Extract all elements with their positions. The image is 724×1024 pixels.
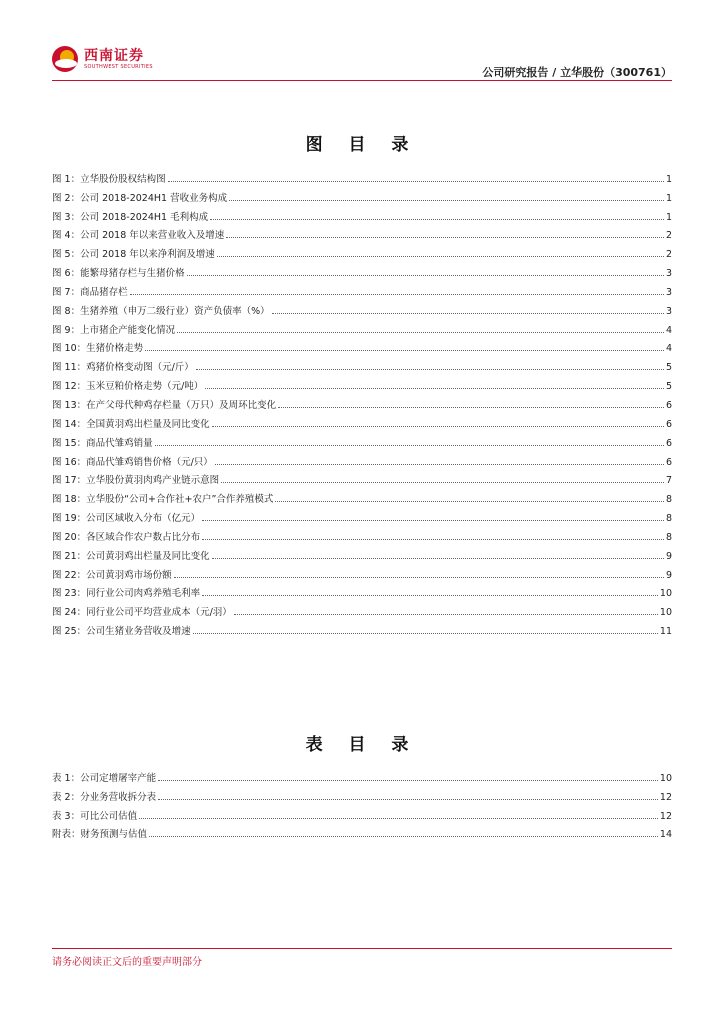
figure-toc-entry-page-number: 2	[665, 249, 672, 261]
figure-toc-entry-label: 图 4：公司 2018 年以来营业收入及增速	[52, 230, 225, 242]
figure-toc-entry-page-number: 5	[665, 381, 672, 393]
figure-toc-entry[interactable]	[52, 204, 672, 223]
figure-toc-entry[interactable]	[52, 562, 672, 581]
dot-leader	[158, 780, 658, 781]
figure-toc-entry-page-number: 8	[665, 494, 672, 506]
figure-toc-entry-page-number: 9	[665, 569, 672, 581]
figure-toc-entry-page-number: 4	[665, 324, 672, 336]
logo-text	[84, 49, 153, 70]
figure-toc-entry-page-number: 11	[659, 626, 672, 638]
figure-toc-entry-label: 图 13：在产父母代种鸡存栏量（万只）及周环比变化	[52, 399, 277, 411]
figure-toc-entry-label: 图 19：公司区域收入分布（亿元）	[52, 513, 201, 525]
figure-toc-entry-page-number: 8	[665, 531, 672, 543]
logo-english-name: SOUTHWEST SECURITIES	[84, 63, 153, 70]
figure-toc-entry-page-number: 6	[665, 418, 672, 430]
southwest-securities-logo-icon	[52, 46, 78, 72]
figure-toc-entry-page-number: 8	[665, 513, 672, 525]
table-toc-entry-label: 表 1：公司定增屠宰产能	[52, 772, 157, 784]
figure-toc-entry-page-number: 3	[665, 268, 672, 280]
figures-toc-list	[52, 166, 672, 637]
dot-leader	[145, 350, 664, 351]
figure-toc-entry-label: 图 14：全国黄羽鸡出栏量及同比变化	[52, 418, 210, 430]
figure-toc-entry[interactable]	[52, 486, 672, 505]
table-toc-entry-page-number: 12	[659, 791, 672, 803]
figure-toc-entry-label: 图 21：公司黄羽鸡出栏量及同比变化	[52, 550, 210, 562]
dot-leader	[193, 633, 658, 634]
dot-leader	[155, 445, 664, 446]
figure-toc-entry-label: 图 3：公司 2018-2024H1 毛利构成	[52, 211, 209, 223]
figure-toc-entry-label: 图 11：鸡猪价格变动图（元/斤）	[52, 362, 194, 374]
table-toc-entry-label: 表 3：可比公司估值	[52, 810, 138, 822]
dot-leader	[202, 520, 664, 521]
figure-toc-entry[interactable]	[52, 430, 672, 449]
figure-toc-entry-label: 图 22：公司黄羽鸡市场份额	[52, 569, 172, 581]
figure-toc-entry[interactable]	[52, 468, 672, 487]
figure-toc-entry[interactable]	[52, 618, 672, 637]
figure-toc-entry[interactable]	[52, 241, 672, 260]
dot-leader	[272, 313, 664, 314]
table-toc-entry[interactable]	[52, 765, 672, 784]
figure-toc-entry-page-number: 1	[665, 211, 672, 223]
figure-toc-entry-label: 图 5：公司 2018 年以来净利润及增速	[52, 249, 215, 261]
figure-toc-entry-page-number: 6	[665, 456, 672, 468]
dot-leader	[196, 369, 664, 370]
figure-toc-entry[interactable]	[52, 185, 672, 204]
figure-toc-entry-label: 图 10：生猪价格走势	[52, 343, 144, 355]
figure-toc-entry[interactable]	[52, 223, 672, 242]
brand-logo	[52, 44, 153, 74]
dot-leader	[229, 200, 664, 201]
figure-toc-entry[interactable]	[52, 336, 672, 355]
logo-chinese-name: 西南证券	[84, 47, 144, 64]
figure-toc-entry[interactable]	[52, 279, 672, 298]
figure-toc-entry[interactable]	[52, 166, 672, 185]
tables-toc-list	[52, 765, 672, 840]
table-toc-entry[interactable]	[52, 784, 672, 803]
figure-toc-entry[interactable]	[52, 317, 672, 336]
dot-leader	[205, 388, 664, 389]
figure-toc-entry-label: 图 9：上市猪企产能变化情况	[52, 324, 176, 336]
table-toc-entry-label: 表 2：分业务营收拆分表	[52, 791, 157, 803]
figure-toc-entry-label: 图 6：能繁母猪存栏与生猪价格	[52, 268, 185, 280]
figure-toc-entry-page-number: 1	[665, 173, 672, 185]
figure-toc-entry-page-number: 7	[665, 475, 672, 487]
figure-toc-entry[interactable]	[52, 599, 672, 618]
dot-leader	[234, 614, 658, 615]
dot-leader	[202, 595, 658, 596]
dot-leader	[215, 464, 664, 465]
figure-toc-entry[interactable]	[52, 298, 672, 317]
figure-toc-entry[interactable]	[52, 505, 672, 524]
figure-toc-entry[interactable]	[52, 581, 672, 600]
figure-toc-entry-label: 图 16：商品代雏鸡销售价格（元/只）	[52, 456, 213, 468]
dot-leader	[177, 332, 664, 333]
figure-toc-entry-label: 图 18：立华股份“公司+合作社+农户”合作养殖模式	[52, 494, 274, 506]
dot-leader	[149, 836, 658, 837]
figure-toc-entry-page-number: 1	[665, 192, 672, 204]
figure-toc-entry-label: 图 20：各区域合作农户数占比分布	[52, 531, 201, 543]
figure-toc-entry-page-number: 5	[665, 362, 672, 374]
tables-toc-title: 表 目 录	[305, 735, 419, 755]
dot-leader	[217, 256, 664, 257]
footer-divider	[52, 948, 672, 949]
table-toc-entry-page-number: 12	[659, 810, 672, 822]
figure-toc-entry[interactable]	[52, 354, 672, 373]
figure-toc-entry[interactable]	[52, 373, 672, 392]
report-title: 公司研究报告 / 立华股份（300761）	[482, 66, 672, 79]
figure-toc-entry-page-number: 3	[665, 286, 672, 298]
figure-toc-entry-label: 图 15：商品代雏鸡销量	[52, 437, 153, 449]
figure-toc-entry-label: 图 8：生猪养殖（申万二级行业）资产负债率（%）	[52, 305, 270, 317]
figure-toc-entry-label: 图 12：玉米豆粕价格走势（元/吨）	[52, 381, 204, 393]
table-toc-entry-page-number: 14	[659, 829, 672, 841]
dot-leader	[275, 501, 664, 502]
dot-leader	[212, 558, 664, 559]
dot-leader	[168, 181, 664, 182]
dot-leader	[221, 482, 664, 483]
figure-toc-entry-page-number: 6	[665, 437, 672, 449]
figure-toc-entry[interactable]	[52, 411, 672, 430]
dot-leader	[212, 426, 664, 427]
dot-leader	[210, 219, 664, 220]
figure-toc-entry-page-number: 9	[665, 550, 672, 562]
figure-toc-entry-page-number: 6	[665, 399, 672, 411]
header-divider	[52, 80, 672, 81]
figure-toc-entry[interactable]	[52, 392, 672, 411]
figure-toc-entry-label: 图 17：立华股份黄羽肉鸡产业链示意图	[52, 475, 220, 487]
dot-leader	[226, 237, 664, 238]
figure-toc-entry-label: 图 1：立华股份股权结构图	[52, 173, 166, 185]
table-toc-entry-page-number: 10	[659, 772, 672, 784]
figure-toc-entry-label: 图 23：同行业公司肉鸡养殖毛利率	[52, 588, 201, 600]
dot-leader	[187, 275, 664, 276]
figure-toc-entry-label: 图 24：同行业公司平均营业成本（元/羽）	[52, 607, 232, 619]
figure-toc-entry-label: 图 2：公司 2018-2024H1 营收业务构成	[52, 192, 228, 204]
figure-toc-entry-page-number: 10	[659, 588, 672, 600]
table-toc-entry-label: 附表：财务预测与估值	[52, 829, 148, 841]
figure-toc-entry[interactable]	[52, 543, 672, 562]
footer-disclaimer: 请务必阅读正文后的重要声明部分	[52, 957, 202, 968]
figure-toc-entry-page-number: 2	[665, 230, 672, 242]
figure-toc-entry-label: 图 25：公司生猪业务营收及增速	[52, 626, 191, 638]
figure-toc-entry-page-number: 3	[665, 305, 672, 317]
dot-leader	[130, 294, 664, 295]
table-toc-entry[interactable]	[52, 803, 672, 822]
figure-toc-entry[interactable]	[52, 524, 672, 543]
figure-toc-entry-page-number: 10	[659, 607, 672, 619]
figure-toc-entry[interactable]	[52, 260, 672, 279]
figure-toc-entry[interactable]	[52, 449, 672, 468]
figure-toc-entry-page-number: 4	[665, 343, 672, 355]
figures-toc-title: 图 目 录	[305, 135, 419, 155]
dot-leader	[278, 407, 664, 408]
table-toc-entry[interactable]	[52, 822, 672, 841]
page-header	[0, 0, 724, 84]
dot-leader	[139, 818, 658, 819]
figure-toc-entry-label: 图 7：商品猪存栏	[52, 286, 128, 298]
dot-leader	[158, 799, 658, 800]
dot-leader	[202, 539, 664, 540]
dot-leader	[174, 577, 664, 578]
